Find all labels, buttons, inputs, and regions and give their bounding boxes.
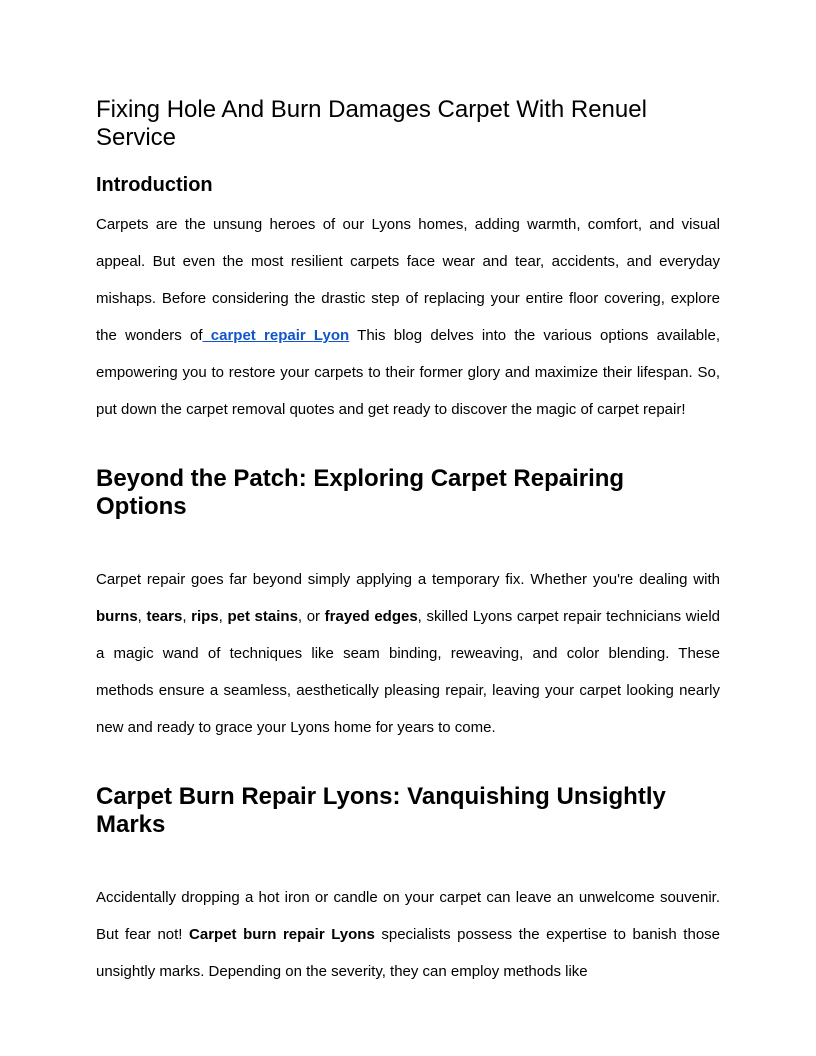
document-page <box>96 96 720 990</box>
bold-carpet-burn-repair: Carpet burn repair Lyons <box>189 926 375 943</box>
intro-text-after-link: This blog delves into the various options available, empowering you to restore your carpets to their former glory and maximize their lifespan. So, put down the carpet removal quotes and get ready to discover the magic of carpet repair! <box>96 327 720 418</box>
repair-options-text-a: Carpet repair goes far beyond simply applying a temporary fix. Whether you're dealing with <box>96 571 720 588</box>
burn-repair-text-b: specialists possess the expertise to banish those unsightly marks. Depending on the severity, they can employ methods like <box>96 926 720 980</box>
separator: , <box>137 608 147 625</box>
intro-paragraph <box>96 206 720 428</box>
bold-frayed-edges: frayed edges <box>324 608 418 625</box>
repair-options-text-b: , skilled Lyons carpet repair technicians wield a magic wand of techniques like seam binding, reweaving, and color blending. These methods ensure a seamless, aesthetically pleasing repair, leaving your carpet looking nearly new and ready to grace your Lyons home for years to come. <box>96 608 720 736</box>
bold-tears: tears <box>146 608 183 625</box>
section-heading-burn-repair: Carpet Burn Repair Lyons: Vanquishing Unsightly Marks <box>96 783 666 838</box>
separator: , <box>182 608 192 625</box>
intro-heading: Introduction <box>96 174 213 196</box>
bold-pet-stains: pet stains <box>227 608 298 625</box>
burn-repair-text-a: Accidentally dropping a hot iron or candle on your carpet can leave an unwelcome souvenir. But fear not! <box>96 889 720 943</box>
separator: , or <box>297 608 325 625</box>
document-title: Fixing Hole And Burn Damages Carpet With Renuel Service <box>96 96 647 151</box>
separator: , <box>218 608 228 625</box>
carpet-repair-lyon-link[interactable]: carpet repair Lyon <box>202 327 350 344</box>
repair-options-paragraph <box>96 561 720 746</box>
section-heading-repair-options: Beyond the Patch: Exploring Carpet Repairing Options <box>96 465 625 520</box>
intro-text-before-link: Carpets are the unsung heroes of our Lyons homes, adding warmth, comfort, and visual appeal. But even the most resilient carpets face wear and tear, accidents, and everyday mishaps. Before considering the drastic step of replacing your entire floor covering, explore the wonders of <box>96 216 720 344</box>
bold-burns: burns <box>96 608 138 625</box>
burn-repair-paragraph <box>96 879 720 990</box>
bold-rips: rips <box>191 608 219 625</box>
